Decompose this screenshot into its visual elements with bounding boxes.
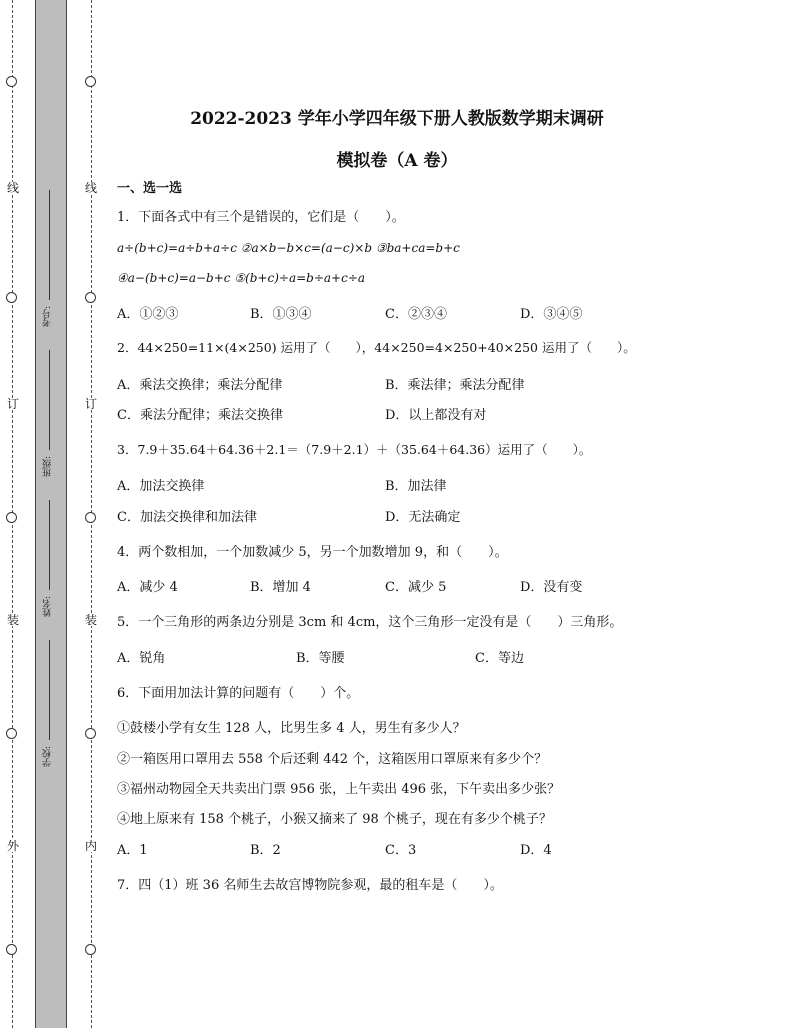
margin-char-ding-outer: 订 — [6, 397, 19, 411]
class-field-line[interactable] — [49, 350, 50, 450]
question-2-stem: 2．44×250=11×(4×250) 运用了（ ），44×250=4×250+40×250 运用了（ ）。 — [117, 340, 636, 355]
binding-hole-circle — [6, 512, 17, 523]
question-3-option-a[interactable]: A．加法交换律 — [117, 479, 205, 494]
margin-char-zhuang-inner: 装 — [84, 613, 97, 627]
question-5-option-a[interactable]: A．锐角 — [117, 651, 166, 666]
binding-hole-circle — [85, 292, 96, 303]
exam-title-line1: 2022-2023 学年小学四年级下册人教版数学期末调研 — [190, 109, 604, 129]
question-1-option-a[interactable]: A．①②③ — [117, 307, 179, 322]
question-6-option-b[interactable]: B．2 — [250, 843, 281, 858]
question-2-option-d[interactable]: D．以上都没有对 — [385, 408, 487, 423]
question-1-formula-row1: a÷(b+c)=a÷b+a÷c ②a×b−b×c=(a−c)×b ③ba+ca=b+c — [117, 241, 460, 255]
question-6-item-4: ④地上原来有 158 个桃子，小猴又摘来了 98 个桃子，现在有多少个桃子？ — [117, 812, 552, 827]
binding-hole-circle — [85, 728, 96, 739]
binding-hole-circle — [6, 728, 17, 739]
question-6-option-a[interactable]: A．1 — [117, 843, 148, 858]
question-3-option-d[interactable]: D．无法确定 — [385, 510, 461, 525]
class-label: 班级: — [43, 456, 53, 478]
name-label: 姓名: — [43, 596, 53, 618]
margin-char-wai-outer: 外 — [6, 839, 19, 853]
binding-hole-circle — [85, 944, 96, 955]
question-6-option-c[interactable]: C．3 — [385, 843, 417, 858]
question-3-stem: 3．7.9＋35.64＋64.36＋2.1＝（7.9＋2.1）＋（35.64＋64.36）运用了（ ）。 — [117, 442, 592, 457]
question-1-option-b[interactable]: B．①③④ — [250, 307, 312, 322]
question-5-option-c[interactable]: C．等边 — [475, 651, 524, 666]
margin-char-zhuang-outer: 装 — [6, 613, 19, 627]
school-field-line[interactable] — [49, 640, 50, 740]
name-field-line[interactable] — [49, 500, 50, 590]
margin-char-xian-inner: 线 — [84, 181, 97, 195]
margin-char-xian-outer: 线 — [6, 181, 19, 195]
question-6-item-1: ①鼓楼小学有女生 128 人，比男生多 4 人，男生有多少人？ — [117, 721, 466, 736]
margin-char-nei-inner: 内 — [84, 839, 97, 853]
binding-hole-circle — [6, 76, 17, 87]
section-heading: 一、选一选 — [117, 181, 183, 196]
question-4-option-c[interactable]: C．减少 5 — [385, 580, 447, 595]
question-4-option-a[interactable]: A．减少 4 — [117, 580, 178, 595]
question-5-option-b[interactable]: B．等腰 — [296, 651, 345, 666]
question-6-item-2: ②一箱医用口罩用去 558 个后还剩 442 个，这箱医用口罩原来有多少个？ — [117, 752, 548, 767]
question-1-stem: 1．下面各式中有三个是错误的，它们是（ ）。 — [117, 210, 405, 225]
question-6-item-3: ③福州动物园全天共卖出门票 956 张，上午卖出 496 张，下午卖出多少张？ — [117, 782, 561, 797]
question-3-option-b[interactable]: B．加法律 — [385, 479, 447, 494]
student-info-band — [35, 0, 67, 1028]
question-1-formula-row2: ④a−(b+c)=a−b+c ⑤(b+c)÷a=b÷a+c÷a — [117, 271, 366, 285]
exam-number-field-line[interactable] — [49, 190, 50, 300]
binding-hole-circle — [6, 292, 17, 303]
question-7-stem: 7．四（1）班 36 名师生去故宫博物院参观，最的租车是（ ）。 — [117, 878, 503, 893]
question-2-option-a[interactable]: A．乘法交换律；乘法分配律 — [117, 378, 283, 393]
exam-title-line2: 模拟卷（A 卷） — [336, 151, 458, 171]
question-2-option-b[interactable]: B．乘法律；乘法分配律 — [385, 378, 525, 393]
exam-number-label: 考号: — [43, 306, 53, 328]
school-label: 学校: — [43, 746, 53, 768]
question-1-option-c[interactable]: C．②③④ — [385, 307, 447, 322]
question-6-stem: 6．下面用加法计算的问题有（ ）个。 — [117, 686, 360, 701]
binding-hole-circle — [85, 512, 96, 523]
question-4-option-d[interactable]: D．没有变 — [520, 580, 583, 595]
question-4-option-b[interactable]: B．增加 4 — [250, 580, 311, 595]
question-4-stem: 4．两个数相加，一个加数减少 5，另一个加数增加 9，和（ ）。 — [117, 545, 508, 560]
question-6-option-d[interactable]: D．4 — [520, 843, 552, 858]
binding-margin — [0, 0, 100, 1028]
binding-hole-circle — [85, 76, 96, 87]
question-5-stem: 5．一个三角形的两条边分别是 3cm 和 4cm，这个三角形一定没有是（ ）三角形。 — [117, 615, 623, 630]
question-2-option-c[interactable]: C．乘法分配律；乘法交换律 — [117, 408, 283, 423]
question-3-option-c[interactable]: C．加法交换律和加法律 — [117, 510, 257, 525]
question-1-option-d[interactable]: D．③④⑤ — [520, 307, 583, 322]
binding-hole-circle — [6, 944, 17, 955]
margin-char-ding-inner: 订 — [84, 397, 97, 411]
